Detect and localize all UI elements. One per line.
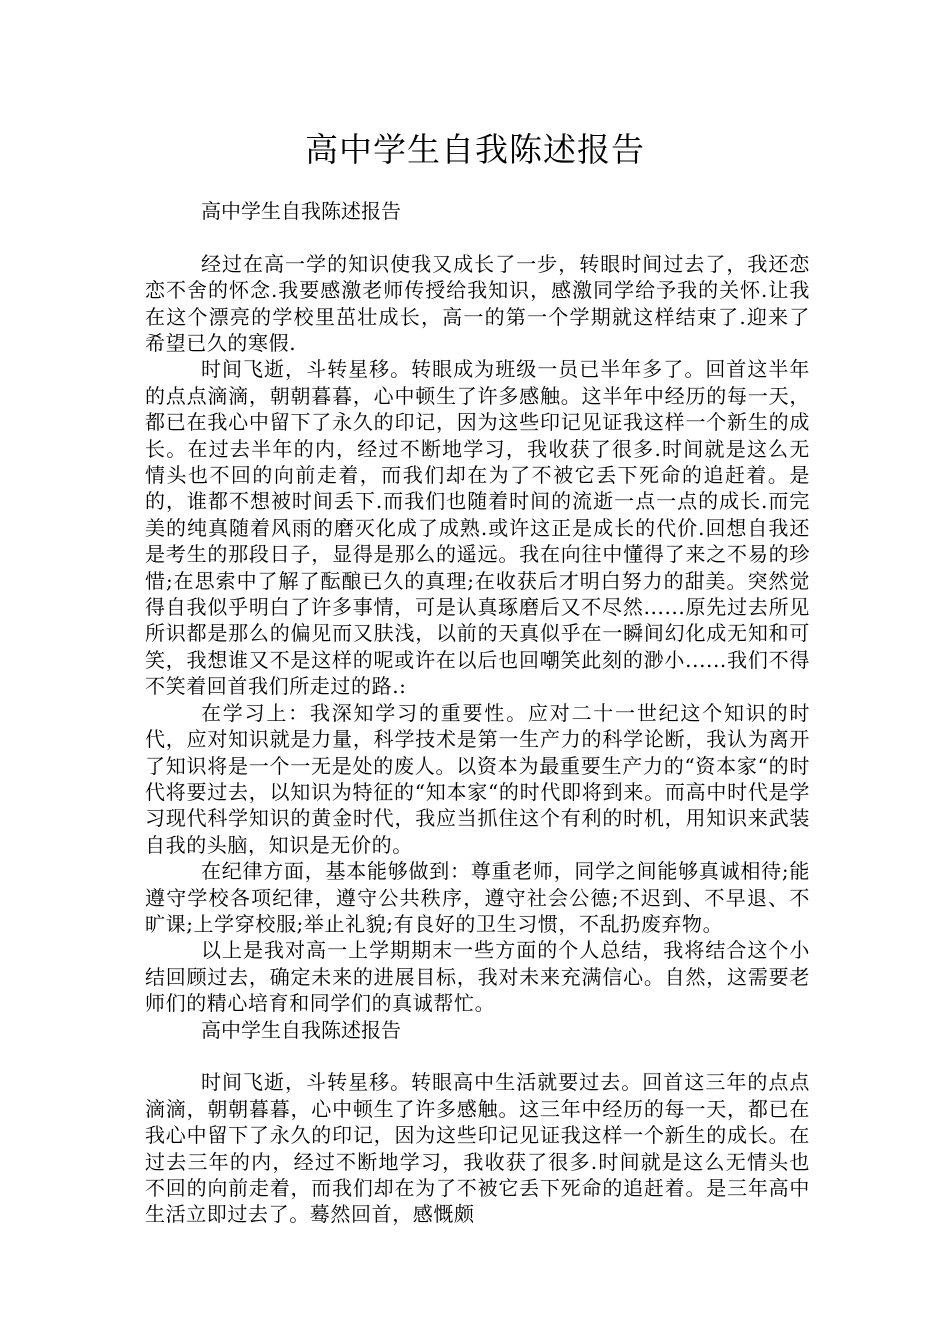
paragraph: 时间飞逝，斗转星移。转眼成为班级一员已半年多了。回首这半年的点点滴滴，朝朝暮暮，心中顿生了许多感触。这半年中经历的每一天，都已在我心中留下了永久的印记，因为这些印记见证我这样一个新生的成长。在过去半年的内，经过不断地学习，我收获了很多.时间就是这么无情头也不回的向前走着，而我们却在为了不被它丢下死命的追赶着。是的，谁都不想被时间丢下.而我们也随着时间的流逝一点一点的成长.而完美的纯真随着风雨的磨灭化成了成熟.或许这正是成长的代价.回想自我还是考生的那段日子，显得是那么的遥远。我在向往中懂得了来之不易的珍惜;在思索中了解了酝酿已久的真理;在收获后才明白努力的甜美。突然觉得自我似乎明白了许多事情，可是认真琢磨后又不尽然......原先过去所见所识都是那么的偏见而又肤浅，以前的天真似乎在一瞬间幻化成无知和可笑，我想谁又不是这样的呢或许在以后也回嘲笑此刻的渺小......我们不得不笑着回首我们所走过的路.: (145, 357, 810, 699)
section-heading: 高中学生自我陈述报告 (201, 1017, 401, 1042)
document-body (145, 198, 810, 1228)
paragraph: 时间飞逝，斗转星移。转眼高中生活就要过去。回首这三年的点点滴滴，朝朝暮暮，心中顿生了许多感触。这三年中经历的每一天，都已在我心中留下了永久的印记，因为这些印记见证我这样一个新生的成长。在过去三年的内，经过不断地学习，我收获了很多.时间就是这么无情头也不回的向前走着，而我们却在为了不被它丢下死命的追赶着。是三年高中生活立即过去了。蓦然回首，感慨颇 (145, 1070, 810, 1227)
blank-line (145, 224, 810, 250)
document-title: 高中学生自我陈述报告 (305, 130, 645, 169)
blank-line (145, 1043, 810, 1069)
paragraph: 在纪律方面，基本能够做到：尊重老师，同学之间能够真诚相待;能遵守学校各项纪律，遵守公共秩序，遵守社会公德;不迟到、不早退、不旷课;上学穿校服;举止礼貌;有良好的卫生习惯，不乱扔废弃物。 (145, 859, 810, 936)
paragraph: 在学习上：我深知学习的重要性。应对二十一世纪这个知识的时代，应对知识就是力量，科学技术是第一生产力的科学论断，我认为离开了知识将是一个一无是处的废人。以资本为最重要生产力的“资本家“的时代将要过去，以知识为特征的“知本家“的时代即将到来。而高中时代是学习现代科学知识的黄金时代，我应当抓住这个有利的时机，用知识来武装自我的头脑，知识是无价的。 (145, 700, 810, 857)
paragraph: 经过在高一学的知识使我又成长了一步，转眼时间过去了，我还恋恋不舍的怀念.我要感激老师传授给我知识，感激同学给予我的关怀.让我在这个漂亮的学校里茁壮成长，高一的第一个学期就这样结束了.迎来了希望已久的寒假. (145, 251, 810, 356)
section-heading: 高中学生自我陈述报告 (201, 199, 401, 223)
paragraph: 以上是我对高一上学期期末一些方面的个人总结，我将结合这个小结回顾过去，确定未来的进展目标，我对未来充满信心。自然，这需要老师们的精心培育和同学们的真诚帮忙。 (145, 938, 810, 1016)
